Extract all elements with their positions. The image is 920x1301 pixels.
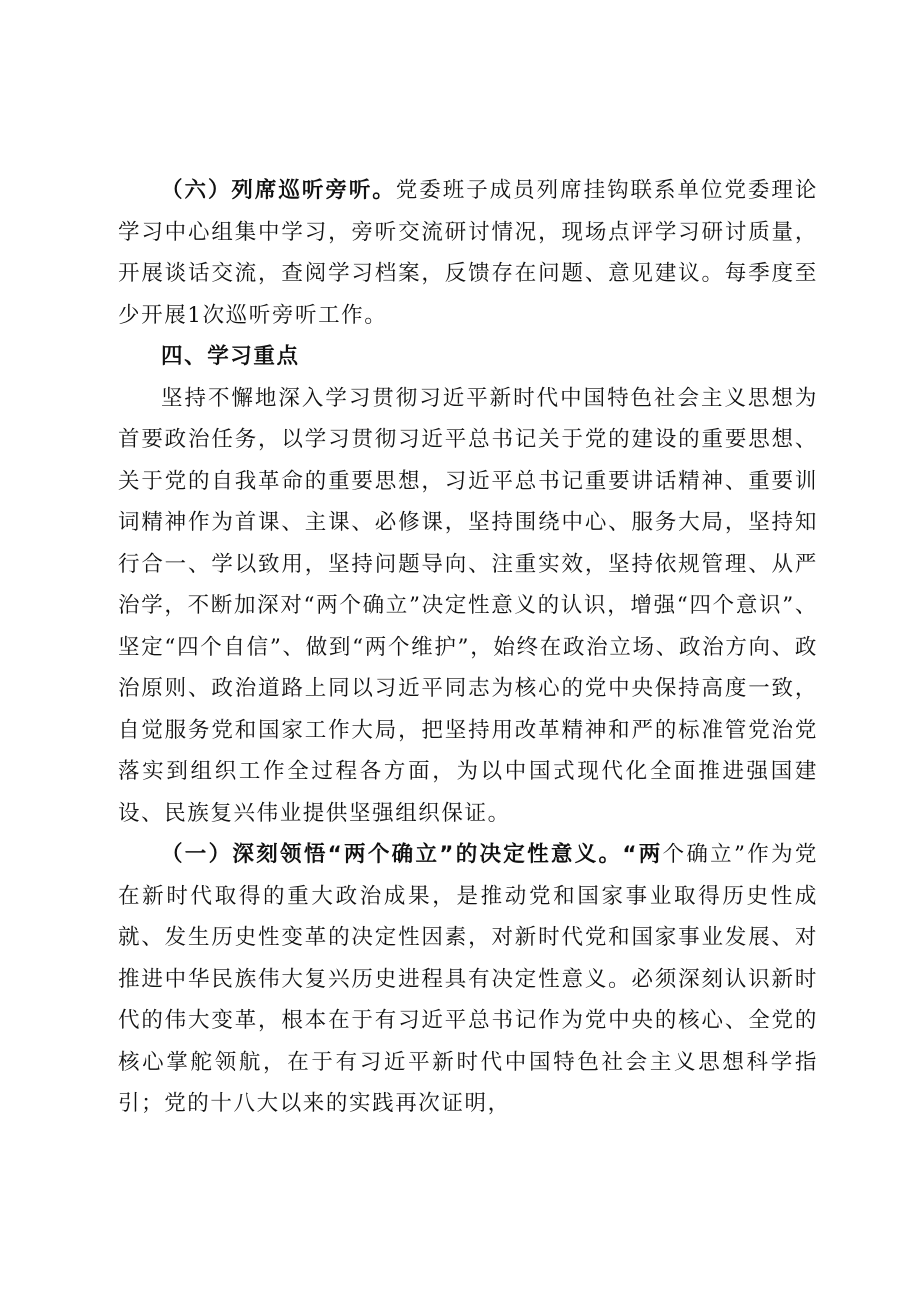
paragraph-lead-title: （一）深刻领悟“两个确立”的决定性意义。 (161, 842, 623, 867)
paragraph-text: 党委班子成员列席挂钩联系单位党委理论学习中心组集中学习，旁听交流研讨情况，现场点评学习研讨质量，开展谈话交流，查阅学习档案，反馈存在问题、意见建议。每季度至少开展1次巡听旁听工作。 (118, 178, 818, 328)
section-heading: 四、学习重点 (161, 344, 300, 369)
paragraph-lead-continuation: “两 (622, 842, 663, 867)
paragraph-inspection (118, 170, 818, 336)
paragraph-study-focus: 坚持不懈地深入学习贯彻习近平新时代中国特色社会主义思想为首要政治任务，以学习贯彻习近平总书记关于党的建设的重要思想、关于党的自我革命的重要思想，习近平总书记重要讲话精神、重要训词精神作为首课、主课、必修课，坚持围绕中心、服务大局，坚持知行合一、学以致用，坚持问题导向、注重实效，坚持依规管理、从严治学，不断加深对“两个确立”决定性意义的认识，增强“四个意识”、坚定“四个自信”、做到“两个维护”，始终在政治立场、政治方向、政治原则、政治道路上同以习近平同志为核心的党中央保持高度一致，自觉服务党和国家工作大局，把坚持用改革精神和严的标准管党治党落实到组织工作全过程各方面，为以中国式现代化全面推进强国建设、民族复兴伟业提供坚强组织保证。 (118, 385, 818, 826)
paragraph-lead-title: （六）列席巡听旁听。 (161, 178, 396, 203)
paragraph-text: 个确立”作为党在新时代取得的重大政治成果，是推动党和国家事业取得历史性成就、发生历史性变革的决定性因素，对新时代党和国家事业发展、对推进中华民族伟大复兴历史进程具有决定性意义。必须深刻认识新时代的伟大变革，根本在于有习近平总书记作为党中央的核心、全党的核心掌舵领航，在于有习近平新时代中国特色社会主义思想科学指引；党的十八大以来的实践再次证明， (118, 842, 818, 1116)
paragraph-two-establishments (118, 834, 818, 1125)
document-body (118, 170, 818, 1125)
